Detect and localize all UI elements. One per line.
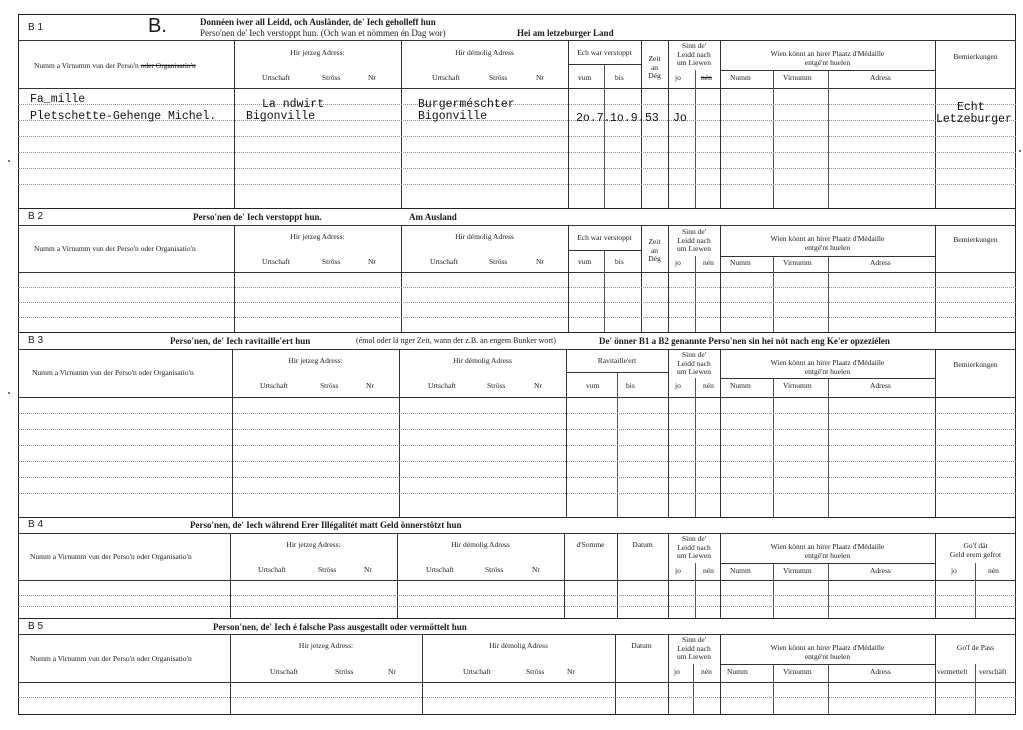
number-label: Nr [536, 73, 544, 82]
address-label: Adress [870, 381, 891, 390]
number-label: Nr [536, 257, 544, 266]
supplied-header: Ravitaille'ert [597, 356, 637, 365]
number-label: Nr [368, 73, 376, 82]
entry-risk-yes: Jo [673, 112, 687, 125]
current-address-header: Hir jetzeg Adress: [288, 356, 343, 365]
medal-header: Wien könnt an hirer Plaatz d'Médaille entgé'nt huelen [770, 542, 885, 560]
pass-header: Go'f de Pass [956, 643, 995, 652]
entry-from-date: 2o.7. [576, 112, 611, 125]
town-label: Urtschaft [260, 381, 288, 390]
firstname-label: Virnumm [783, 566, 812, 575]
time-header: Zeit an Dég [648, 237, 661, 263]
town-label: Urtschaft [430, 257, 458, 266]
section-title: Perso'nen, de' Iech während Erer Illégalitét matt Geld önnerstötzt hun [190, 520, 462, 530]
risk-header: Sinn de' Leidd nach um Liewen [677, 227, 711, 253]
no-label: nén [701, 667, 712, 676]
section-location: Am Ausland [409, 212, 457, 222]
yes-label: jo [951, 566, 957, 575]
pass-mediated-label: vermettelt [937, 667, 968, 676]
hidden-header: Ech war verstoppt [577, 233, 632, 242]
address-label: Adress [870, 667, 891, 676]
section-title: Perso'nen de' Iech verstoppt hun. [193, 212, 322, 222]
name-column-header: Numm a Virnumm vun der Perso'n oder Organisatio'n [34, 61, 196, 70]
surname-label: Numm [730, 258, 751, 267]
no-label: nén [703, 258, 714, 267]
number-label: Nr [534, 381, 542, 390]
firstname-label: Virnumm [783, 667, 812, 676]
to-label: bis [615, 257, 624, 266]
no-label: nén [701, 73, 712, 82]
number-label: Nr [368, 257, 376, 266]
entry-remarks-line2: Letzeburger [936, 113, 1012, 126]
no-label: nén [703, 566, 714, 575]
margin-mark [1019, 150, 1021, 152]
name-column-header: Numm a Virnumm vun der Perso'n oder Organisatio'n [30, 654, 192, 663]
street-label: Ströss [322, 73, 341, 82]
section-id: B 4 [28, 519, 44, 530]
section-id: B 5 [28, 621, 44, 632]
number-label: Nr [364, 565, 372, 574]
address-label: Adress [870, 566, 891, 575]
address-label: Adress [870, 258, 891, 267]
town-label: Urtschaft [262, 257, 290, 266]
current-address-header: Hir jetzeg Adress: [290, 48, 345, 57]
medal-header: Wien könnt an hirer Plaatz d'Médaille entgé'nt huelen [770, 643, 885, 661]
street-label: Ströss [320, 381, 339, 390]
margin-mark [8, 392, 10, 394]
town-label: Urtschaft [426, 565, 454, 574]
entry-current-address-line1: La ndwirt [262, 98, 325, 111]
yes-label: jo [675, 566, 681, 575]
from-label: vum [578, 73, 592, 82]
section-letter: B. [148, 15, 167, 37]
section-id: B 1 [28, 22, 44, 33]
town-label: Urtschaft [258, 565, 286, 574]
street-label: Ströss [318, 565, 337, 574]
former-address-header: Hir démolig Adress [455, 48, 514, 57]
address-label: Adress [870, 73, 891, 82]
remarks-header: Bemierkungen [953, 52, 998, 61]
town-label: Urtschaft [270, 667, 298, 676]
entry-name-line1: Fa_mille [30, 93, 86, 106]
section-title: Person'nen, de' Iech é falsche Pass ausgestallt oder vermöttelt hun [213, 622, 467, 632]
town-label: Urtschaft [432, 73, 460, 82]
number-label: Nr [366, 381, 374, 390]
street-label: Ströss [485, 565, 504, 574]
sum-header: d'Somme [576, 540, 605, 549]
yes-label: jo [675, 73, 681, 82]
section-subtitle: Perso'nen de' Iech verstoppt hun. (Och wan et nömmen én Dag wor) [200, 28, 446, 38]
entry-name-line2: Pletschette-Gehenge Michel. [30, 110, 217, 123]
section-id: B 2 [28, 211, 44, 222]
risk-header: Sinn de' Leidd nach um Liewen [677, 534, 711, 560]
section-id: B 3 [28, 335, 44, 346]
former-address-header: Hir démolig Adress [451, 540, 510, 549]
yes-label: jo [675, 381, 681, 390]
date-header: Datum [632, 540, 653, 549]
risk-header: Sinn de' Leidd nach um Liewen [677, 635, 711, 661]
section-note: (émol oder lä nger Zeit, wann der z.B. an engem Bunker wort) [356, 336, 556, 345]
firstname-label: Virnumm [783, 258, 812, 267]
from-label: vum [586, 381, 600, 390]
time-header: Zeit an Dég [648, 54, 661, 80]
number-label: Nr [388, 667, 396, 676]
entry-current-address-line2: Bigonville [246, 110, 316, 123]
entry-former-address-line1: Burgerméschter [418, 98, 515, 111]
pass-provided-label: verschäft [979, 667, 1007, 676]
surname-label: Numm [730, 566, 751, 575]
name-column-header: Numm a Virnumm vun der Perso'n oder Organisatio'n [30, 552, 192, 561]
current-address-header: Hir jetzeg Adress: [298, 641, 354, 650]
surname-label: Numm [730, 381, 751, 390]
no-label: nén [988, 566, 999, 575]
to-label: bis [626, 381, 635, 390]
street-label: Ströss [489, 257, 508, 266]
surname-label: Numm [730, 73, 751, 82]
remarks-header: Bemierkungen [953, 235, 998, 244]
former-address-header: Hir démolig Adress [455, 232, 514, 241]
entry-time-days: 53 [645, 112, 659, 125]
surname-label: Numm [727, 667, 748, 676]
medal-header: Wien könnt an hirer Plaatz d'Médaille entgé'nt huelen [770, 49, 885, 67]
street-label: Ströss [335, 667, 354, 676]
street-label: Ströss [526, 667, 545, 676]
margin-mark [8, 160, 10, 162]
yes-label: jo [675, 258, 681, 267]
number-label: Nr [567, 667, 575, 676]
town-label: Urtschaft [262, 73, 290, 82]
risk-header: Sinn de' Leidd nach um Liewen [677, 41, 711, 67]
section-location: Hei am letzeburger Land [517, 28, 614, 38]
street-label: Ströss [489, 73, 508, 82]
town-label: Urtschaft [463, 667, 491, 676]
no-label: nén [703, 381, 714, 390]
date-header: Datum [631, 641, 652, 650]
name-column-header: Numm a Virnumm vun der Perso'n oder Organisatio'n [32, 368, 194, 377]
remarks-header: Bemierkungen [953, 360, 998, 369]
entry-to-date: 1o.9. [610, 112, 645, 125]
firstname-label: Virnumm [783, 73, 812, 82]
former-address-header: Hir démolig Adress [453, 356, 512, 365]
name-column-header: Numm a Virnumm vun der Perso'n oder Organisatio'n [34, 244, 196, 253]
current-address-header: Hir jetzeg Adress: [290, 232, 345, 241]
hidden-header: Ech war verstoppt [577, 48, 632, 57]
section-title: Donnéen iwer all Leidd, och Ausländer, de' Iech geholleff hun [200, 17, 436, 27]
former-address-header: Hir démolig Adress [489, 641, 548, 650]
section-instruction: De' önner B1 a B2 genannte Perso'nen sin hei nöt nach eng Ke'er opzeziélen [599, 336, 890, 346]
street-label: Ströss [322, 257, 341, 266]
current-address-header: Hir jetzeg Adress: [286, 540, 341, 549]
to-label: bis [615, 73, 624, 82]
medal-header: Wien könnt an hirer Plaatz d'Médaille entgé'nt huelen [770, 358, 885, 376]
from-label: vum [578, 257, 592, 266]
entry-former-address-line2: Bigonville [418, 110, 488, 123]
yes-label: jo [674, 667, 680, 676]
section-title: Perso'nen, de' Iech ravitaille'ert hun [170, 336, 311, 346]
entry-remarks-line1: Echt [957, 101, 985, 114]
number-label: Nr [532, 565, 540, 574]
risk-header: Sinn de' Leidd nach um Liewen [677, 350, 711, 376]
medal-header: Wien könnt an hirer Plaatz d'Médaille entgé'nt huelen [770, 234, 885, 252]
town-label: Urtschaft [428, 381, 456, 390]
money-returned-header: Go'f dät Geld erem gefrot [949, 541, 1002, 559]
firstname-label: Virnumm [783, 381, 812, 390]
street-label: Ströss [487, 381, 506, 390]
